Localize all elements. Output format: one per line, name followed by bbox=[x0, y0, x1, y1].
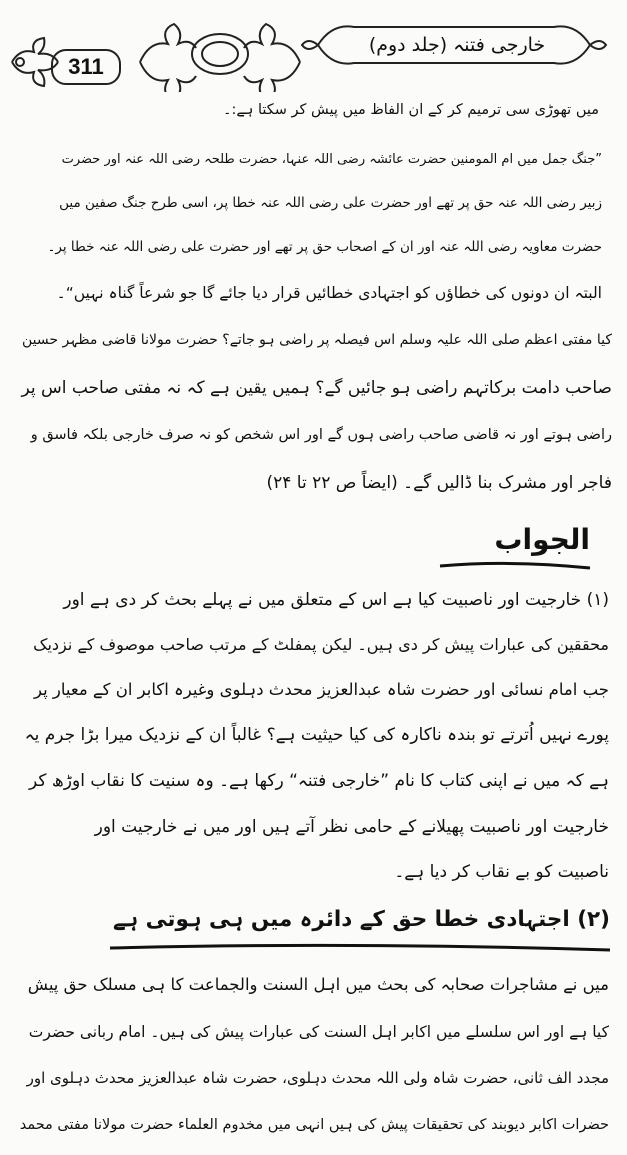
paragraph-line: کیا مفتی اعظم صلی اللہ علیہ وسلم اس فیصلہ پر راضی ہو جاتے؟ حضرت مولانا قاضی مظہر حسین bbox=[22, 332, 612, 348]
paragraph-line: ہے کہ میں نے اپنی کتاب کا نام ”خارجی فتنہ“ رکھا ہے۔ وہ سنیت کا نقاب اوڑھ کر bbox=[29, 771, 609, 791]
paragraph-line: ناصبیت کو بے نقاب کر دیا ہے۔ bbox=[394, 862, 609, 882]
answer-heading: الجواب bbox=[494, 523, 590, 556]
quote-line: البتہ ان دونوں کی خطاؤں کو اجتہادی خطائیں قرار دیا جائے گا جو شرعاً گناہ نہیں“۔ bbox=[56, 284, 602, 302]
paragraph-line: جب امام نسائی اور حضرت شاہ عبدالعزیز محدث دہلوی وغیرہ اکابر ان کے معیار پر bbox=[33, 680, 609, 699]
paragraph-line: راضی ہوتے اور نہ قاضی صاحب راضی ہوں گے اور اس شخص کو نہ صرف خارجی بلکہ فاسق و bbox=[30, 427, 612, 443]
quote-line: زبیر رضی اللہ عنہ حق پر تھے اور حضرت علی رضی اللہ عنہ خطا پر، اسی طرح جنگ صفین میں bbox=[59, 195, 602, 211]
paragraph-line: حضرات اکابر دیوبند کی تحقیقات پیش کی ہیں انہی میں مخدوم العلماء حضرت مولانا مفتی محمد bbox=[19, 1117, 609, 1133]
floral-ornament-left-icon bbox=[12, 38, 58, 86]
quote-line: ”جنگ جمل میں ام المومنین حضرت عائشہ رضی اللہ عنہا، حضرت طلحہ رضی اللہ عنہ اور حضرت bbox=[61, 152, 602, 167]
paragraph-line: صاحب دامت برکاتہم راضی ہو جائیں گے؟ ہمیں یقین ہے کہ نہ مفتی صاحب اس پر bbox=[21, 378, 612, 398]
quote-line: حضرت معاویہ رضی اللہ عنہ اور ان کے اصحاب حق پر تھے اور حضرت علی رضی اللہ عنہ خطا پر۔ bbox=[47, 239, 602, 255]
section-heading: (۲) اجتہادی خطا حق کے دائرہ میں ہی ہوتی ہے bbox=[112, 907, 610, 932]
paragraph-line: پورے نہیں اُترتے تو بندہ ناکارہ کی کیا حیثیت ہے؟ غالباً ان کے نزدیک میرا بڑا جرم یہ bbox=[24, 725, 609, 745]
section-heading-underline bbox=[0, 942, 627, 954]
page-number: 311 bbox=[68, 54, 104, 79]
heading-underline bbox=[0, 560, 627, 572]
paragraph-line: (۱) خارجیت اور ناصبیت کیا ہے اس کے متعلق میں نے پہلے بحث کر دی ہے اور bbox=[63, 590, 609, 610]
paragraph-line: مجدد الف ثانی، حضرت شاہ ولی اللہ محدث دہلوی، حضرت شاہ عبدالعزیز محدث دہلوی اور bbox=[26, 1069, 609, 1087]
running-head: خارجی فتنہ (جلد دوم) bbox=[368, 34, 546, 56]
paragraph-line: خارجیت اور ناصبیت پھیلانے کے حامی نظر آتے ہیں اور میں نے خارجیت اور bbox=[94, 817, 609, 837]
intro-line: میں تھوڑی سی ترمیم کر کے ان الفاظ میں پیش کر سکتا ہے:۔ bbox=[222, 102, 599, 118]
central-ornament-icon bbox=[140, 24, 300, 92]
paragraph-line: محققین کی عبارات پیش کر دی ہیں۔ لیکن پمفلٹ کے مرتب صاحب موصوف کے نزدیک bbox=[33, 635, 609, 654]
paragraph-line: کیا ہے اور اس سلسلے میں اکابر اہل السنت کی عبارات پیش کی ہیں۔ امام ربانی حضرت bbox=[28, 1023, 609, 1041]
page-header bbox=[0, 0, 627, 92]
paragraph-line: میں نے مشاجرات صحابہ کی بحث میں اہل السنت والجماعت کا ہی مسلک حق پیش bbox=[27, 975, 609, 994]
paragraph-line: فاجر اور مشرک بنا ڈالیں گے۔ (ایضاً ص ۲۲ تا ۲۴) bbox=[266, 473, 612, 493]
